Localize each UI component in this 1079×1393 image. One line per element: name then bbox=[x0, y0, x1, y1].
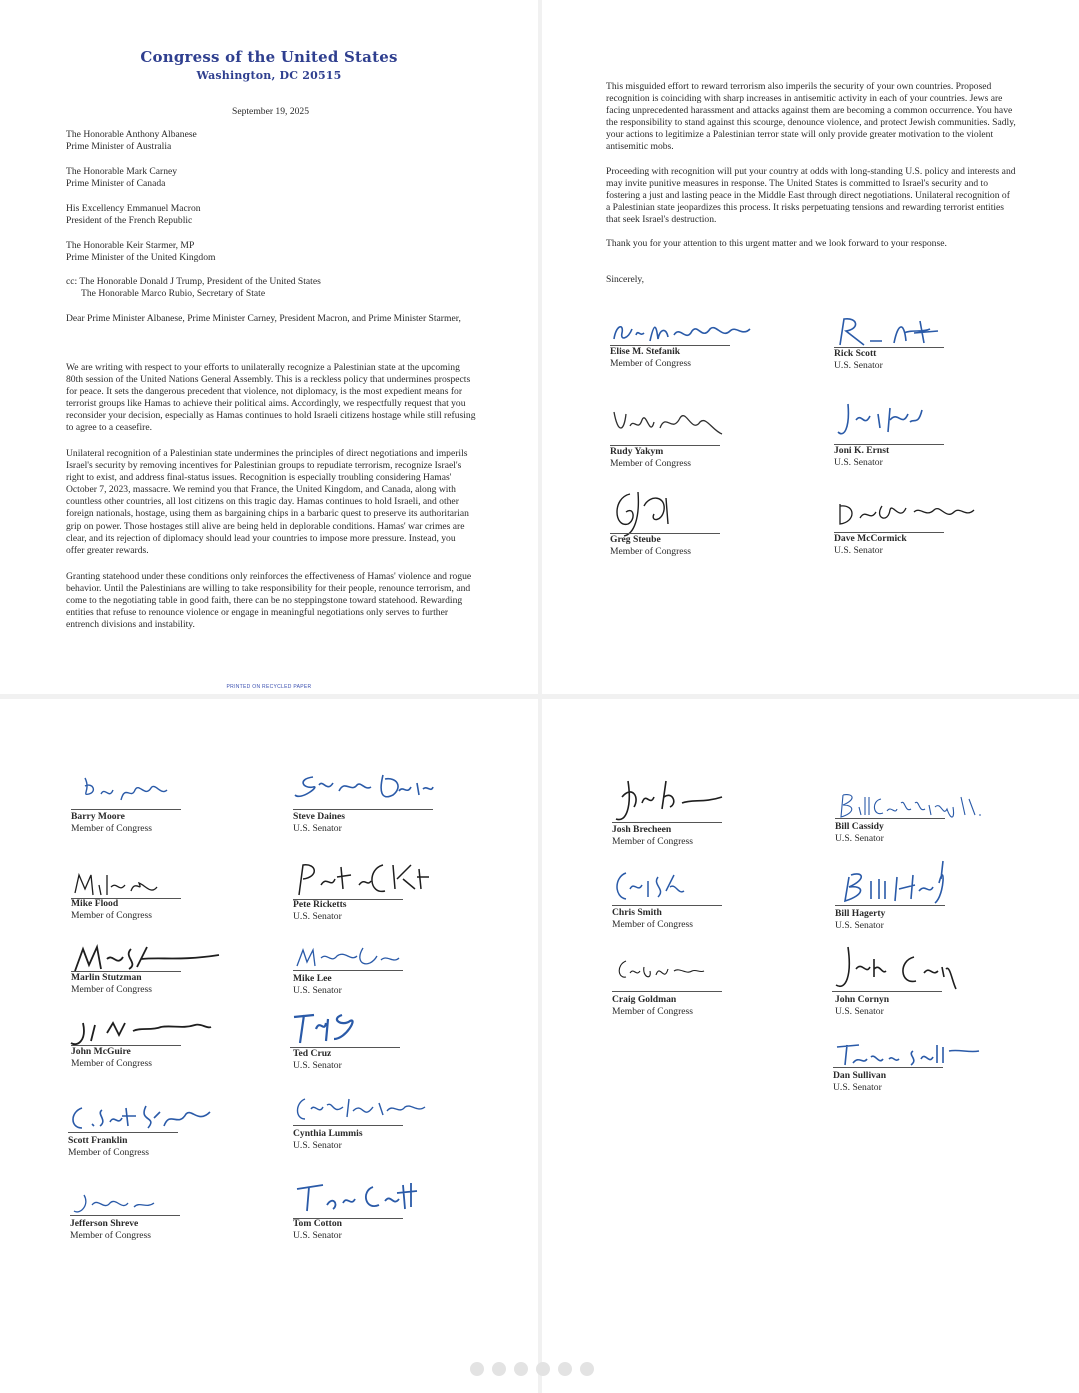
recipient-name: The Honorable Anthony Albanese bbox=[66, 129, 197, 140]
handwritten-signature bbox=[612, 955, 712, 989]
signer-name: Greg Steube bbox=[610, 534, 661, 545]
signer-title: U.S. Senator bbox=[835, 833, 884, 844]
handwritten-signature bbox=[834, 315, 954, 349]
handwritten-signature bbox=[71, 869, 161, 901]
signer-title: Member of Congress bbox=[71, 823, 152, 834]
handwritten-signature bbox=[70, 1191, 170, 1217]
signer-name: Elise M. Stefanik bbox=[610, 346, 681, 357]
signer-title: Member of Congress bbox=[71, 1058, 152, 1069]
signer-name: Scott Franklin bbox=[68, 1135, 128, 1146]
handwritten-signature bbox=[835, 791, 985, 821]
signer-name: Bill Hagerty bbox=[835, 908, 886, 919]
handwritten-signature bbox=[612, 869, 692, 905]
indicator-dot bbox=[558, 1362, 572, 1376]
letterhead-title: Congress of the United States bbox=[140, 48, 398, 66]
recipient-block bbox=[66, 240, 216, 264]
signer-title: Member of Congress bbox=[70, 1230, 151, 1241]
signer-title: Member of Congress bbox=[610, 546, 691, 557]
body-paragraph: Thank you for your attention to this urgent matter and we look forward to your response. bbox=[606, 238, 947, 249]
signer-name: Jefferson Shreve bbox=[70, 1218, 139, 1229]
signer-name: Rick Scott bbox=[834, 348, 877, 359]
signer-name: John McGuire bbox=[71, 1046, 131, 1057]
signer-name: Craig Goldman bbox=[612, 994, 677, 1005]
signer-name: Cynthia Lummis bbox=[293, 1128, 363, 1139]
recycled-paper-footer: PRINTED ON RECYCLED PAPER bbox=[226, 684, 312, 690]
recipient-name: The Honorable Mark Carney bbox=[66, 166, 178, 177]
handwritten-signature bbox=[834, 498, 984, 528]
signer-title: Member of Congress bbox=[612, 1006, 693, 1017]
signer-title: U.S. Senator bbox=[293, 1060, 342, 1071]
handwritten-signature bbox=[832, 945, 962, 993]
signer-title: Member of Congress bbox=[71, 984, 152, 995]
signer-name: Rudy Yakym bbox=[610, 446, 664, 457]
signer-title: Member of Congress bbox=[68, 1147, 149, 1158]
handwritten-signature bbox=[293, 859, 433, 899]
indicator-dot bbox=[470, 1362, 484, 1376]
recipient-title: Prime Minister of Canada bbox=[66, 178, 166, 189]
signer-name: Joni K. Ernst bbox=[834, 445, 890, 456]
signer-name: Pete Ricketts bbox=[293, 899, 347, 910]
signer-title: U.S. Senator bbox=[293, 911, 342, 922]
recipient-block bbox=[66, 129, 197, 153]
body-paragraph: Unilateral recognition of a Palestinian state undermines the principles of direct negotiations and imperils Israel's security by removing incentives for Palestinian groups to repudiate terrorism, recognize Israel's right to exist, and address final-status issues. Recognition is especially troubling considering Hamas' October 7, 2023, massacre. We remind you that France, the United Kingdom, and Canada, along with countless other countries, all lost citizens on this tragic day. Hamas continues to hold Israeli, and other foreign nationals, hostage, using them as bargaining chips in a barbaric quest to preserve its authoritarian grip on power. Those hostages still alive are being held in deplorable conditions. Hamas' war crimes are clear, and its rejection of diplomacy should lead your countries to impose more pressure. Instead, you offer greater rewards. bbox=[66, 448, 469, 556]
handwritten-signature bbox=[610, 315, 760, 349]
signer-name: Bill Cassidy bbox=[835, 821, 884, 832]
body-paragraph: Proceeding with recognition will put your country at odds with long-standing U.S. policy and interests and may invite punitive measures in response. The United States is committed to Israel's security and to fostering a just and lasting peace in the Middle East through direct negotiations. Unilateral recognition of a Palestinian state jeopardizes this process. It risks perpetuating tensions and rewarding terrorist entities that seek Israel's destruction. bbox=[606, 166, 1016, 226]
signer-title: U.S. Senator bbox=[293, 823, 342, 834]
handwritten-signature bbox=[610, 488, 700, 538]
handwritten-signature bbox=[68, 1102, 218, 1134]
handwritten-signature bbox=[612, 777, 732, 825]
closing: Sincerely, bbox=[606, 274, 645, 285]
letterhead-city: Washington, DC 20515 bbox=[196, 69, 342, 82]
letter-page-1 bbox=[0, 0, 538, 694]
signer-name: Dave McCormick bbox=[834, 533, 907, 544]
signer-title: U.S. Senator bbox=[835, 920, 884, 931]
body-paragraph: This misguided effort to reward terrorism also imperils the security of your own countries. Proposed recognition is coinciding with sharp increases in antisemitic activity in each of your countries. Jews are facing unprecedented harassment and attacks against them are becoming a common occurrence. You have the responsibility to stand against this scourge, denounce violence, and protect Jewish communities. Sadly, your actions to legitimize a Palestinian terror state will only provide greater motivation to the violent antisemitic mobs. bbox=[606, 81, 1016, 153]
cc-block bbox=[66, 276, 321, 300]
signer-name: Barry Moore bbox=[71, 811, 125, 822]
recipient-title: Prime Minister of the United Kingdom bbox=[66, 252, 216, 263]
recipient-block bbox=[66, 203, 201, 227]
signer-name: Dan Sullivan bbox=[833, 1070, 887, 1081]
body-paragraph: Granting statehood under these conditions only reinforces the effectiveness of Hamas' violence and rogue behavior. Until the Palestinians are willing to take responsibility for their people, renounce terrorism, and come to the negotiating table in good faith, there can be no steppingstone toward statehood. Rewarding entities that refuse to renounce violence or engage in meaningful negotiations only serves to further entrench divisions and instability. bbox=[66, 571, 472, 631]
page-indicator-dots bbox=[430, 1358, 630, 1380]
handwritten-signature bbox=[833, 1041, 983, 1069]
salutation: Dear Prime Minister Albanese, Prime Minister Carney, President Macron, and Prime Minister Starmer, bbox=[66, 313, 461, 324]
handwritten-signature bbox=[293, 771, 433, 805]
signer-name: Mike Flood bbox=[71, 898, 119, 909]
signer-title: U.S. Senator bbox=[834, 457, 883, 468]
letter-page-3 bbox=[0, 699, 538, 1393]
signer-name: John Cornyn bbox=[835, 994, 890, 1005]
signer-title: Member of Congress bbox=[610, 358, 691, 369]
signer-name: Josh Brecheen bbox=[612, 824, 672, 835]
signer-title: U.S. Senator bbox=[835, 1006, 884, 1017]
recipient-name: The Honorable Keir Starmer, MP bbox=[66, 240, 195, 251]
signer-title: U.S. Senator bbox=[834, 545, 883, 556]
letter-page-4 bbox=[542, 699, 1079, 1393]
signer-title: U.S. Senator bbox=[834, 360, 883, 371]
signer-title: Member of Congress bbox=[71, 910, 152, 921]
handwritten-signature bbox=[835, 855, 955, 907]
indicator-dot bbox=[536, 1362, 550, 1376]
handwritten-signature bbox=[293, 1179, 433, 1217]
handwritten-signature bbox=[293, 1095, 433, 1125]
handwritten-signature bbox=[293, 944, 403, 972]
signer-title: U.S. Senator bbox=[293, 1230, 342, 1241]
signer-title: Member of Congress bbox=[612, 919, 693, 930]
indicator-dot bbox=[514, 1362, 528, 1376]
indicator-dot bbox=[492, 1362, 506, 1376]
letter-page-2 bbox=[542, 0, 1079, 694]
signer-title: Member of Congress bbox=[610, 458, 691, 469]
cc-line: cc: The Honorable Donald J Trump, President of the United States bbox=[66, 276, 321, 287]
body-paragraph: We are writing with respect to your efforts to unilaterally recognize a Palestinian state at the upcoming 80th session of the United Nations General Assembly. This is a reckless policy that undermines prospects for peace. It sets the dangerous precedent that violence, not diplomacy, is the most expedient means for terrorist groups like Hamas to achieve their political aims. Accordingly, we respectfully request that you reconsider your decision, especially as Hamas continues to hold Israeli citizens hostage while still refusing to agree to a ceasefire. bbox=[66, 362, 476, 434]
recipient-title: President of the French Republic bbox=[66, 215, 193, 226]
signer-name: Ted Cruz bbox=[293, 1048, 332, 1059]
cc-line: The Honorable Marco Rubio, Secretary of State bbox=[81, 288, 266, 299]
recipient-title: Prime Minister of Australia bbox=[66, 141, 172, 152]
recipient-block bbox=[66, 166, 177, 190]
handwritten-signature bbox=[610, 404, 730, 444]
signer-name: Mike Lee bbox=[293, 973, 332, 984]
handwritten-signature bbox=[290, 1009, 380, 1045]
signer-title: Member of Congress bbox=[612, 836, 693, 847]
letter-date: September 19, 2025 bbox=[232, 106, 310, 117]
signer-name: Tom Cotton bbox=[293, 1218, 342, 1229]
signer-name: Marlin Stutzman bbox=[71, 972, 142, 983]
signer-title: U.S. Senator bbox=[833, 1082, 882, 1093]
signer-name: Steve Daines bbox=[293, 811, 345, 822]
recipient-name: His Excellency Emmanuel Macron bbox=[66, 203, 201, 214]
signer-title: U.S. Senator bbox=[293, 985, 342, 996]
handwritten-signature bbox=[834, 398, 934, 442]
signer-name: Chris Smith bbox=[612, 907, 662, 918]
signer-title: U.S. Senator bbox=[293, 1140, 342, 1151]
handwritten-signature bbox=[71, 774, 171, 810]
indicator-dot bbox=[580, 1362, 594, 1376]
